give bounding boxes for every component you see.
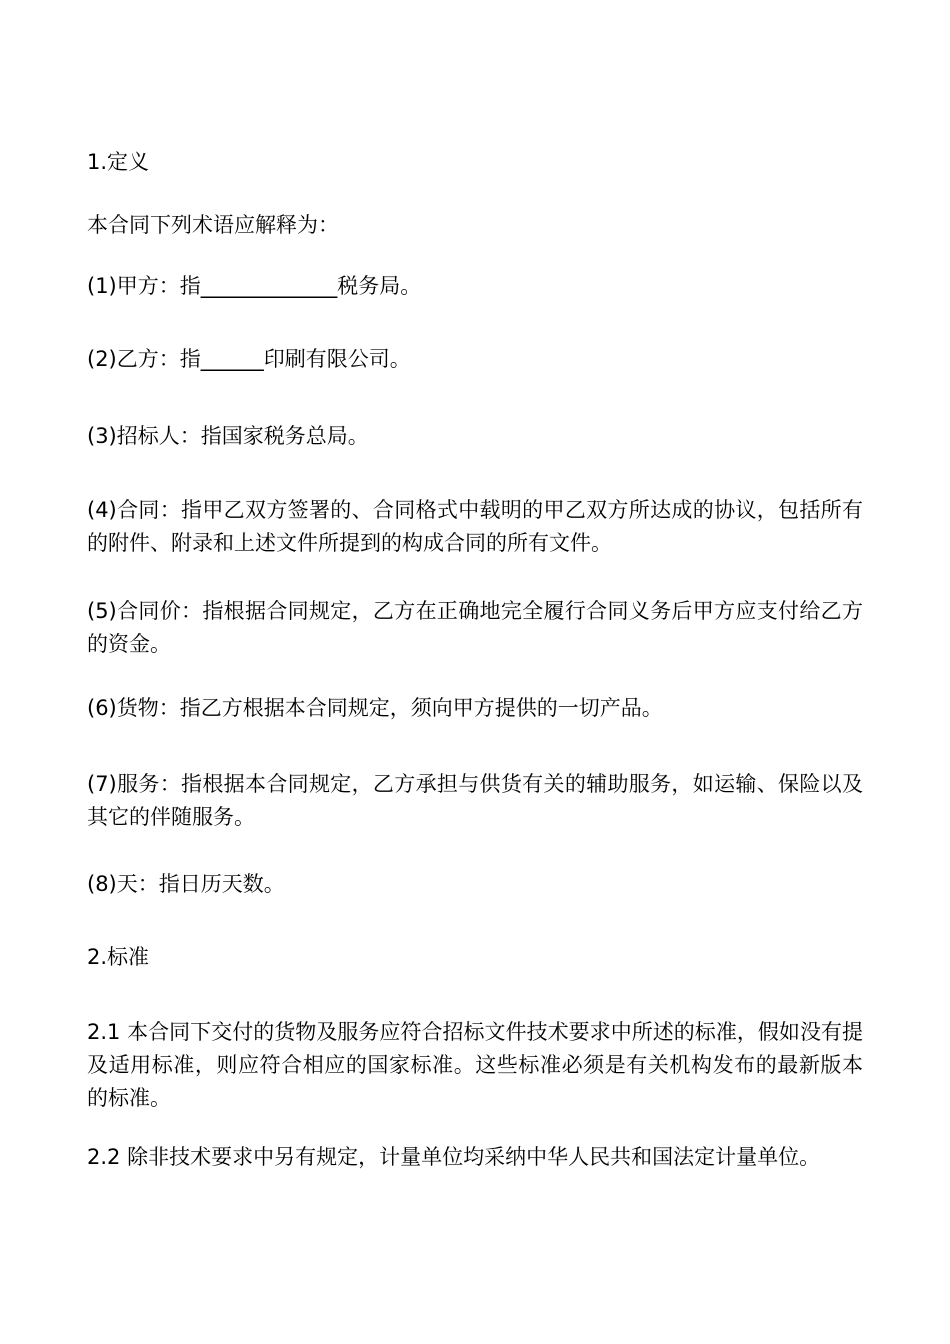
section-heading-standards: 2.标准 [87, 945, 150, 969]
definition-item-6: (6)货物：指乙方根据本合同规定，须向甲方提供的一切产品。 [87, 696, 663, 720]
definition-item-5: (5)合同价：指根据合同规定，乙方在正确地完全履行合同义务后甲方应支付给乙方的资金。 [87, 599, 863, 656]
standards-item-2-1: 2.1 本合同下交付的货物及服务应符合招标文件技术要求中所述的标准，假如没有提及适用标准，则应符合相应的国家标准。这些标准必须是有关机构发布的最新版本的标准。 [87, 1020, 863, 1110]
definition-item-8: (8)天：指日历天数。 [87, 872, 285, 896]
section-heading-definitions: 1.定义 [87, 150, 150, 174]
definition-item-2: (2)乙方：指______印刷有限公司。 [87, 347, 411, 371]
definition-item-1: (1)甲方：指_____________税务局。 [87, 274, 422, 298]
definition-item-3: (3)招标人：指国家税务总局。 [87, 424, 369, 448]
standards-item-2-2: 2.2 除非技术要求中另有规定，计量单位均采纳中华人民共和国法定计量单位。 [87, 1145, 821, 1169]
definition-item-7: (7)服务：指根据本合同规定，乙方承担与供货有关的辅助服务，如运输、保险以及其它的伴随服务。 [87, 772, 863, 829]
definitions-intro: 本合同下列术语应解释为： [87, 213, 339, 237]
definition-item-4: (4)合同：指甲乙双方签署的、合同格式中载明的甲乙双方所达成的协议，包括所有的附件、附录和上述文件所提到的构成合同的所有文件。 [87, 498, 863, 555]
